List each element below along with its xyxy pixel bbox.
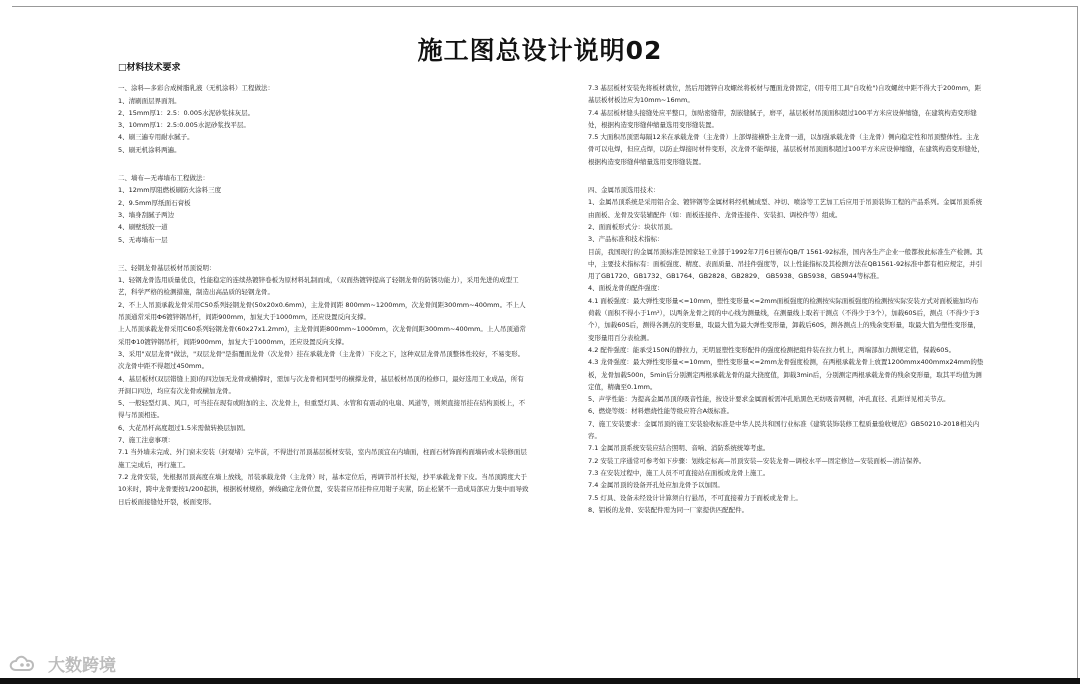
- text-line: 二、墙布—无毒墙布工程做法：: [118, 174, 209, 183]
- text-line: 7.2 安装工序通常可参考如下步骤：划线定标高—吊顶安装—安装龙骨—调校水平—固定修边—安装面板—清洁保养。: [588, 456, 926, 465]
- text-line: 7.3 基层板材安装先将板材就位，然后用镀锌自攻螺丝将板材与覆面龙骨固定，(用专用工具"自攻枪")自攻螺丝中距不得大于200mm，距基层板材板边应为10mm~16mm。: [588, 84, 982, 105]
- text-line: 4.3 龙骨强度：最大弹性变形量<=10mm，塑性变形量<=2mm龙骨强度检测，在两根承载龙骨上放置1200mmx400mmx24mm的垫板，龙骨加载500n，5min后分别测定两根承载龙骨的最大挠度值，卸载3min后，分别测定两根承载龙骨的残余变形量，取其平均值为测定值，精确至0.1mm。: [588, 358, 984, 391]
- text-line: 7、施工安装要求：金属吊顶的施工安装验收标准是中华人民共和国行业标准《建筑装饰装修工程质量验收规范》GB50210-2018相关内容。: [588, 419, 980, 441]
- text-line: 7、施工注意事项：: [118, 436, 175, 445]
- watermark: [8, 651, 116, 676]
- text-line: 7.2 龙骨安装，先根据吊顶高度在墙上放线，吊装承载龙骨（主龙骨）时，基本定位后，再调节吊杆长短，抄平承载龙骨下皮。当吊顶跨度大于10米时，跨中龙骨要按1/200起拱，根据板材规格，弹线确定龙骨位置，安装者应吊挂件应用钳子夹紧，防止松紧不一造成局部应力集中而导致日后板面接缝处开裂，板面变形。: [118, 472, 529, 506]
- text-line: 三、轻钢龙骨基层板材吊顶说明：: [118, 263, 216, 272]
- watermark-text: 大数跨境: [48, 656, 116, 676]
- metal-ceiling-section: [588, 184, 984, 516]
- text-line: 5、声学性能：为提高金属吊顶的吸音性能，按设计要求金属面板需冲孔贴黑色无纺吸音网精，冲孔直径、孔距详见相关节点。: [588, 395, 950, 404]
- text-line: 7.1 金属吊顶系统安装应结合照明、音响、消防系统统筹考虑。: [588, 444, 770, 453]
- text-line: 6、大花吊杆高度超过1.5米需做转换层加固。: [118, 423, 250, 432]
- text-line: 4、面板龙骨的配件强度：: [588, 284, 664, 293]
- board-install-section: [588, 82, 984, 168]
- text-line: 5、刷无机涂料两遍。: [118, 145, 181, 154]
- text-line: 7.4 基层板材缝头接缝处应平整口，加贴密缝带，刮嵌缝腻子，磨平，基层板材吊顶面积超过100平方米应设伸缩缝，在建筑构造变形缝处，根据构造变形缝伸缩量选用变形缝装置。: [588, 108, 977, 129]
- cloud-logo-icon: [8, 654, 42, 674]
- text-line: 3、10mm厚1：2.5:0.005水泥砂浆找平层。: [118, 121, 250, 130]
- text-line: 4.2 配件强度：能承受150N的静拉力，无明显塑性变形配件的强度检测把组件装在拉力机上，两端部加力测规定值，保载60S。: [588, 345, 956, 354]
- text-line: 1、12mm厚阻燃板刷防火涂料三度: [118, 186, 222, 195]
- text-line: 6、燃烧等级：材料燃烧性能等级应符合A级标准。: [588, 407, 734, 416]
- text-line: 4、基层板材(双层错缝上顶)的四边加无龙骨或横撑时，需加与次龙骨相同型号的横撑龙骨，基层板材吊顶的检修口，最好选用工业成品，所有开洞口四边，均应有次龙骨或横加龙骨。: [118, 374, 524, 395]
- text-line: 3、产品标准和技术指标：: [588, 235, 664, 244]
- text-line: 上人吊顶承载龙骨采用C60系列轻钢龙骨(60x27x1.2mm)，主龙骨间距800mm~1000mm，次龙骨间距300mm~400mm。上人吊顶通常采用Φ10镀锌钢吊杆，间距900mm，加复大于1000mm，还应设置反向支撑。: [118, 325, 526, 346]
- text-line: 1、轻钢龙骨选用质量优良，性能稳定的连续热镀锌卷板为原材料轧制而成，（双面热镀锌提高了轻钢龙骨的防锈功能力），采用先进的成型工艺，科学严格的检测措施，制造出高品质的轻钢龙骨。: [118, 276, 519, 297]
- wallcloth-section: [118, 172, 530, 246]
- text-line: 4、刷壁纸胶一道: [118, 223, 168, 232]
- text-line: 一、涂料—多彩合成树脂乳液（无机涂料）工程做法：: [118, 84, 274, 93]
- text-line: 7.4 金属吊顶的设备开孔处应加龙骨予以加固。: [588, 481, 724, 490]
- right-column: [588, 82, 984, 516]
- text-line: 4、刷三遍专用耐水腻子。: [118, 133, 194, 142]
- page-title: 施工图总设计说明02: [417, 35, 663, 65]
- left-column: [118, 62, 530, 508]
- text-line: 5、一般轻型灯具、风口，可当挂在现有或附加的主、次龙骨上，但重型灯具、水管和有震动的电扇、风道等，则须直接吊挂在结构顶板上，不得与吊顶相连。: [118, 399, 526, 420]
- text-line: 5、无毒墙布一层: [118, 235, 168, 244]
- text-line: 四、金属吊顶选用技术：: [588, 186, 660, 195]
- text-line: 目前，我国现行的金属吊顶标准是国家轻工业部于1992年7月6日颁布QB/T 1561-92标准，国内各生产企业一般都按此标准生产检测。其中，主要技术指标有：面板强度、精度、表面质量、吊挂件强度等，以上性能指标及其检测方法在QB1561-92标准中都有相应规定，并引用了GB1720、GB1732、GB1764、GB2828、GB2829、 GB5938、GB5938、GB5944等标准。: [588, 247, 983, 281]
- text-line: 2、15mm厚1：2.5：0.005水泥砂浆抹灰层。: [118, 108, 255, 117]
- text-line: 3、采用"双层龙骨"做法，"双层龙骨"是指覆面龙骨（次龙骨）挂在承载龙骨（主龙骨）下皮之下，这种双层龙骨吊顶整体性较好，不易变形。次龙骨中距不得超过450mm。: [118, 349, 525, 371]
- frame-bottom-border: [0, 678, 1080, 684]
- section-heading: □材料技术要求: [118, 63, 181, 73]
- text-line: 1、金属吊顶系统是采用铝合金、镀锌钢等金属材料经机械成型、冲切、喷涂等工艺加工后应用于吊顶装饰工程的产品系列。金属吊顶系统由面板、龙骨及安装辅配件（如：面板连接件、龙骨连接件、安装扣、调校件等）组成。: [588, 198, 983, 219]
- frame-top-line: [12, 6, 1078, 7]
- text-line: 2、面面板形式分：块状吊顶。: [588, 222, 677, 231]
- text-line: 8、铝板的龙骨、安装配件需为同一厂家提供匹配配件。: [588, 505, 749, 514]
- text-line: 7.5 大面积吊顶需每隔12米在承载龙骨（主龙骨）上部焊接横卧主龙骨一道，以加强承载龙骨（主龙骨）侧向稳定性和吊顶整体性。主龙骨可以电焊，但应点焊，以防止焊接时材件变形，次龙骨不能焊接，基层板材吊顶面积超过100平方米应设伸缩缝，在建筑构造变形缝处，根据构造变形缝伸缩量选用变形缝装置。: [588, 133, 984, 166]
- text-line: 2、9.5mm厚纸面石膏板: [118, 198, 191, 207]
- text-line: 7.5 灯具、设备未经设计计算须自行悬吊，不可直接着力于面板或龙骨上。: [588, 493, 802, 502]
- coating-section: [118, 82, 530, 156]
- frame-right-line: [1077, 6, 1078, 678]
- text-line: 7.3 在安装过程中，施工人员不可直接站在面板或龙骨上施工。: [588, 468, 770, 477]
- text-line: 2、不上人吊顶承载龙骨采用C50系列轻钢龙骨(50x20x0.6mm)，主龙骨间距 800mm~1200mm，次龙骨间距300mm~400mm。不上人吊顶通常采用Φ6镀锌钢吊杆，间距900mm，加复大于1000mm，还应设置反向支撑。: [118, 300, 526, 322]
- steel-keel-section: [118, 262, 530, 508]
- text-line: 7.1 当外墙未完成、外门窗未安装（封观堵）完毕前，不得进行吊顶基层板材安装，室内吊顶宜在内墙面，柱面石材饰面构面墙砖或木装修面层施工完成后，再行施工。: [118, 448, 527, 469]
- text-line: 3、墙身刮腻子两边: [118, 210, 175, 219]
- text-line: 4.1 面板强度：最大弹性变形量<=10mm，塑性变形量<=2mm面板强度的检测按实际面板强度的检测按实际安装方式对面板施加均布荷载（面积不得小于1m²），以两条龙骨之间的中心线为测量线，在测量线上取若干测点（不得少于3个），加载60S后，测点（不得少于3个），加载60S后，测得各测点的变形量，取最大值为最大弹性变形量，卸载后60S，测各测点上的残余变形量，取最大值为塑性变形量，变形量用百分表检测。: [588, 296, 981, 342]
- text-line: 1、清刷面层界面剂。: [118, 96, 181, 105]
